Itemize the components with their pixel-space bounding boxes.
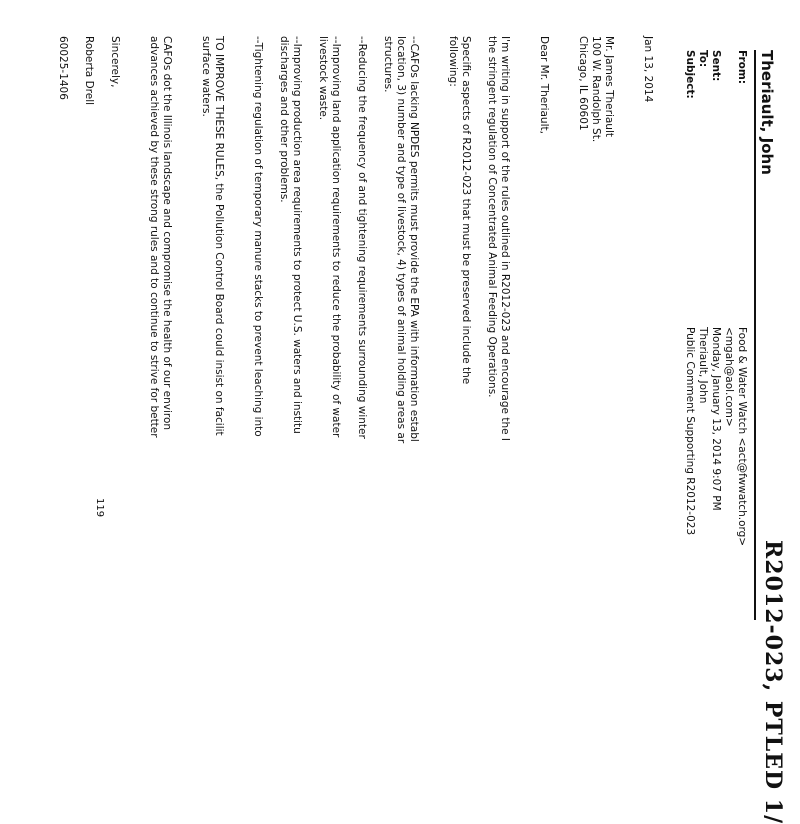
address-line: Mr. James Theriault	[603, 36, 615, 138]
paragraph-line: surface waters.	[200, 36, 212, 117]
header-value: Food & Water Watch <act@fwwatch.org>	[736, 327, 748, 547]
letter-date: Jan 13, 2014	[642, 36, 654, 103]
paragraph-line: advances achieved by these strong rules and to continue to strive for better	[148, 36, 160, 438]
paragraph-line: the stringent regulation of Concentrated Animal Feeding Operations.	[486, 36, 498, 398]
paragraph-line: location, 3) number and type of livestock, 4) types of animal holding areas ar	[395, 36, 407, 444]
address-line: 100 W. Randolph St.	[590, 36, 602, 143]
header-value: Monday, January 13, 2014 9:07 PM	[710, 327, 722, 511]
paragraph-line: --CAFOs lacking NPDES permits must provide the EPA with information establ	[408, 36, 420, 442]
header-value: Public Comment Supporting R2012-023	[684, 327, 696, 536]
paragraph-line: --Reducing the frequency of and tightening requirements surrounding winter	[356, 36, 368, 439]
paragraph-line: --Improving land application requirements to reduce the probability of water	[330, 36, 342, 438]
paragraph-line: --Improving production area requirements to protect U.S. waters and institu	[291, 36, 303, 434]
sender-name-heading: Theriault, John	[758, 50, 776, 175]
header-label: Subject:	[684, 50, 696, 99]
paragraph-line: Specific aspects of R2012-023 that must be preserved include the	[460, 36, 472, 385]
header-value: Theriault, John	[697, 327, 709, 404]
signature-zip: 60025-1406	[57, 36, 69, 100]
closing: Sincerely,	[109, 36, 121, 88]
paragraph-line: TO IMPROVE THESE RULES, the Pollution Control Board could insist on facilit	[213, 36, 225, 436]
paragraph-line: livestock waste.	[317, 36, 329, 121]
page-number: 119	[94, 498, 105, 518]
header-label: From:	[736, 50, 748, 85]
header-label: To:	[697, 50, 709, 68]
signature-name: Roberta Drell	[83, 36, 95, 106]
header-label: Sent:	[710, 50, 722, 82]
paragraph-line: following:	[447, 36, 459, 87]
address-line: Chicago, IL 60601	[577, 36, 589, 131]
paragraph-line: discharges and other problems.	[278, 36, 290, 203]
header-value: <mgah@aol.com>	[723, 327, 735, 427]
paragraph-line: I'm writing in support of the rules outlined in R2012-023 and encourage the I	[499, 36, 511, 441]
salutation: Dear Mr. Theriault,	[538, 36, 550, 134]
paragraph-line: CAFOs dot the Illinois landscape and compromise the health of our environ	[161, 36, 173, 431]
docket-stamp: R2012-023, PTLED 1/	[760, 540, 786, 824]
letter-body	[56, 36, 654, 626]
header-divider	[754, 50, 756, 620]
paragraph-line: --Tightening regulation of temporary manure stacks to prevent leaching into	[252, 36, 264, 437]
paragraph-line: structures.	[382, 36, 394, 93]
